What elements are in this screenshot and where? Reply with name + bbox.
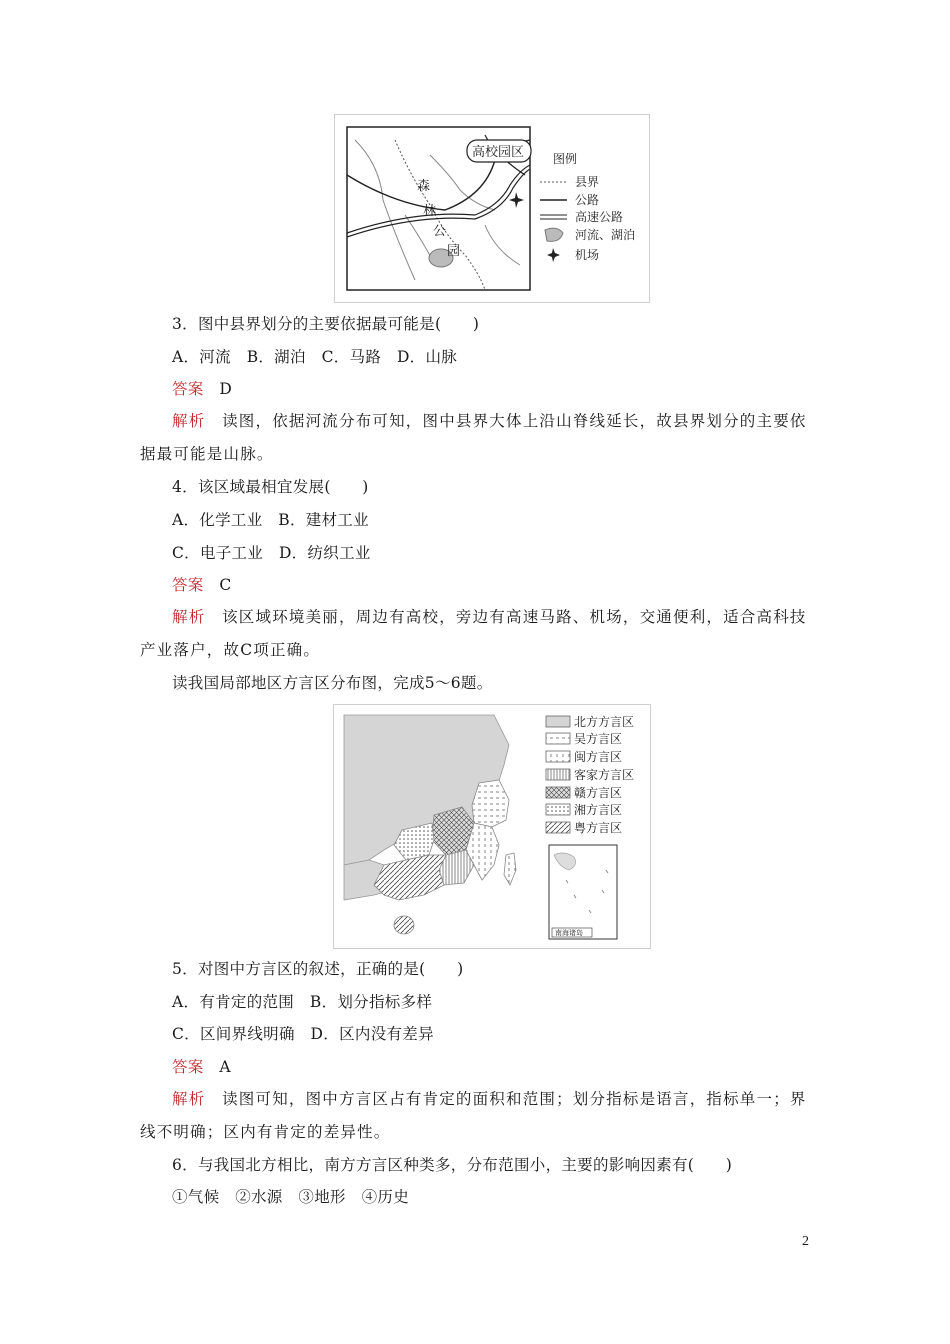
airport-icon (509, 192, 524, 208)
q4-options-2: C．电子工业 D．纺织工业 (172, 544, 371, 562)
legend-airport-icon (547, 248, 560, 262)
q3-analysis (140, 405, 812, 471)
forest-park-char: 园 (447, 244, 461, 259)
page-number: 2 (802, 1234, 809, 1249)
campus-map-figure (334, 114, 650, 303)
q3-stem: 3．图中县界划分的主要依据最可能是( ) (172, 315, 480, 333)
legend-min: 闽方言区 (574, 750, 623, 764)
taiwan-island (504, 853, 516, 885)
legend-lake-swatch (545, 228, 563, 241)
highway (347, 165, 530, 233)
campus-map (335, 115, 649, 302)
forest-park-char: 林 (423, 204, 437, 219)
q3-analysis-text: 读图，依据河流分布可知，图中县界大体上沿山脊线延长，故县界划分的主要依据最可能是山脉。 (140, 412, 807, 463)
q5-answer-row (172, 1056, 231, 1078)
q4-stem: 4．该区域最相宜发展( ) (172, 478, 369, 496)
q3-answer: D (219, 380, 233, 398)
legend-gan: 赣方言区 (574, 786, 623, 800)
intro-text: 读我国局部地区方言区分布图，完成5～6题。 (172, 674, 493, 692)
q4-answer: C (219, 576, 232, 594)
q5-analysis (140, 1083, 812, 1149)
q4-answer-row (172, 574, 232, 596)
q3-answer-row (172, 378, 232, 400)
legend-yue: 粤方言区 (574, 821, 623, 835)
river (355, 140, 415, 280)
campus-label: 高校园区 (472, 145, 525, 160)
q5-options-1: A．有肯定的范围 B．划分指标多样 (172, 993, 433, 1011)
q3-options: A．河流 B．湖泊 C．马路 D．山脉 (172, 348, 458, 366)
legend-highway: 高速公路 (575, 210, 624, 224)
q4-analysis (140, 601, 812, 667)
legend-road: 公路 (575, 193, 600, 207)
analysis-label: 解析 (172, 1090, 206, 1108)
legend-xiang: 湘方言区 (574, 803, 623, 817)
hainan-island (394, 916, 414, 934)
q4-options-1: A．化学工业 B．建材工业 (172, 511, 369, 529)
legend-northern: 北方方言区 (574, 715, 635, 729)
river (485, 225, 520, 265)
q5-answer: A (219, 1058, 231, 1076)
dialect-map-figure (333, 704, 651, 949)
wu-dialect-region (472, 780, 509, 827)
dialect-map (334, 705, 650, 948)
answer-label: 答案 (172, 576, 204, 594)
q6-stem: 6．与我国北方相比，南方方言区种类多，分布范围小，主要的影响因素有( ) (172, 1156, 733, 1174)
yue-dialect-region (374, 855, 446, 900)
q5-analysis-text: 读图可知，图中方言区占有肯定的面积和范围；划分指标是语言，指标单一；界线不明确；区内有肯定的差异性。 (140, 1090, 807, 1141)
q5-options-2: C．区间界线明确 D．区内没有差异 (172, 1025, 434, 1043)
q6-options: ①气候 ②水源 ③地形 ④历史 (172, 1188, 410, 1206)
legend-river-lake: 河流、湖泊 (575, 228, 636, 242)
legend-airport: 机场 (575, 248, 600, 262)
answer-label: 答案 (172, 380, 204, 398)
analysis-label: 解析 (172, 608, 206, 626)
legend-wu: 吴方言区 (574, 732, 623, 746)
forest-park-char: 公 (433, 224, 447, 239)
forest-park-char: 森 (417, 179, 431, 194)
legend-hakka: 客家方言区 (574, 768, 635, 782)
inset-label: 南海诸岛 (555, 929, 583, 937)
answer-label: 答案 (172, 1058, 204, 1076)
q4-analysis-text: 该区域环境美丽，周边有高校，旁边有高速马路、机场，交通便利，适合高科技产业落户，故C项正确。 (140, 608, 807, 659)
analysis-label: 解析 (172, 412, 206, 430)
q5-stem: 5．对图中方言区的叙述，正确的是( ) (172, 960, 464, 978)
dialect-legend (546, 714, 634, 835)
legend-title: 图例 (553, 152, 578, 166)
legend-county: 县界 (575, 175, 600, 189)
